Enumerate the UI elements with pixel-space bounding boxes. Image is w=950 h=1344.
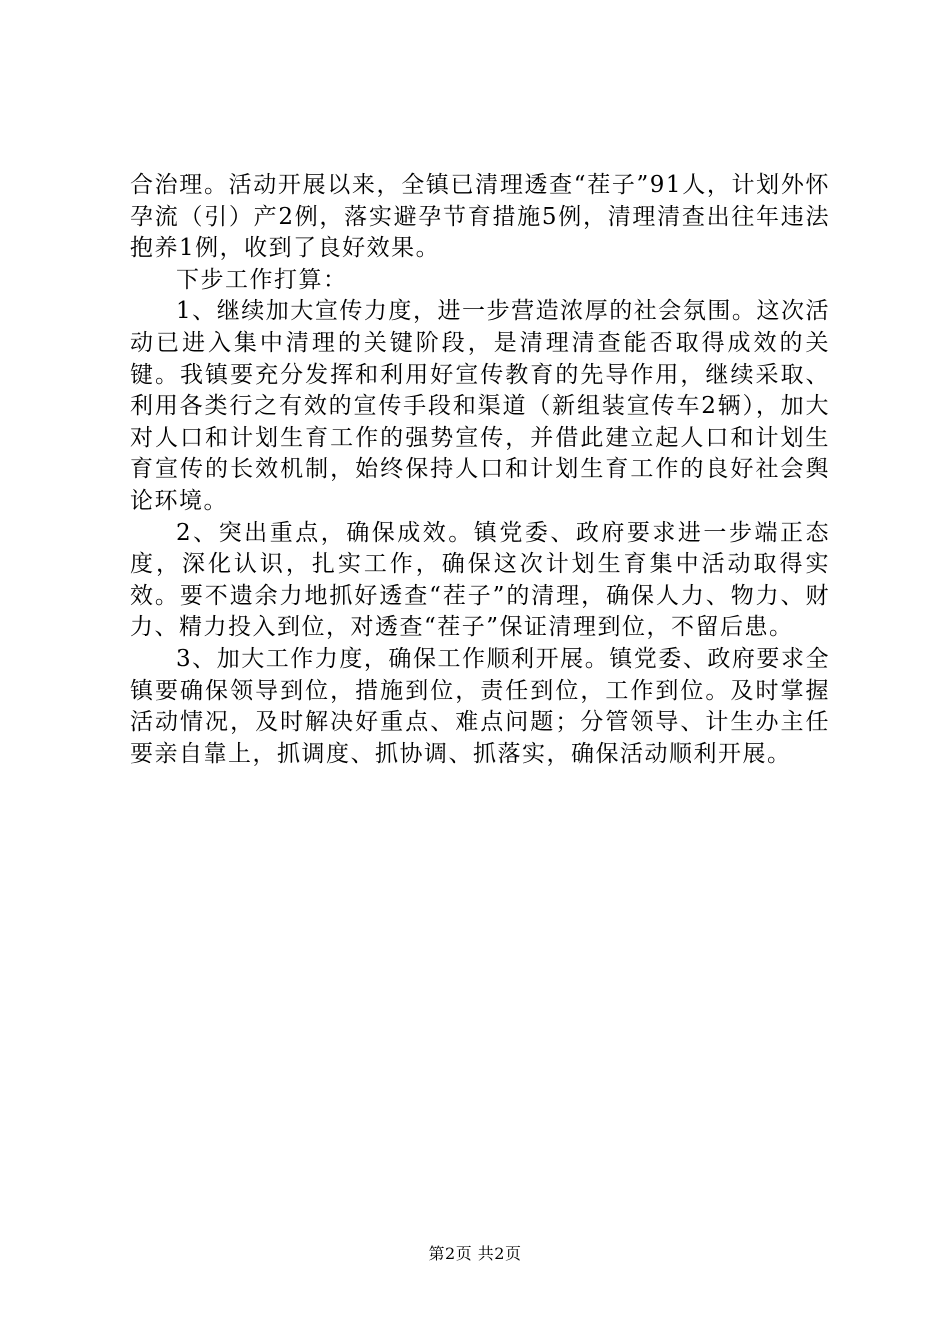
document-body bbox=[130, 170, 830, 770]
page-footer bbox=[0, 1243, 950, 1265]
paragraph-next-steps-heading: 下步工作打算： bbox=[176, 266, 348, 293]
paragraph-item-1: 1、继续加大宣传力度，进一步营造浓厚的社会氛围。这次活动已进入集中清理的关键阶段，是清理清查能否取得成效的关键。我镇要充分发挥和利用好宣传教育的先导作用，继续采取、利用各类行之有效的宣传手段和渠道（新组装宣传车2辆），加大对人口和计划生育工作的强势宣传，并借此建立起人口和计划生育宣传的长效机制，始终保持人口和计划生育工作的良好社会舆论环境。 bbox=[130, 298, 830, 514]
page-number: 第2页 共2页 bbox=[428, 1244, 522, 1263]
paragraph-continuation: 合治理。活动开展以来，全镇已清理透查“茬子”91人，计划外怀孕流（引）产2例，落实避孕节育措施5例，清理清查出往年违法抱养1例，收到了良好效果。 bbox=[130, 172, 830, 262]
paragraph-item-3: 3、加大工作力度，确保工作顺利开展。镇党委、政府要求全镇要确保领导到位，措施到位，责任到位，工作到位。及时掌握活动情况，及时解决好重点、难点问题；分管领导、计生办主任要亲自靠上，抓调度、抓协调、抓落实，确保活动顺利开展。 bbox=[130, 645, 830, 767]
paragraph-item-2: 2、突出重点，确保成效。镇党委、政府要求进一步端正态度，深化认识，扎实工作，确保这次计划生育集中活动取得实效。要不遗余力地抓好透查“茬子”的清理，确保人力、物力、财力、精力投入到位，对透查“茬子”保证清理到位，不留后患。 bbox=[130, 519, 830, 641]
